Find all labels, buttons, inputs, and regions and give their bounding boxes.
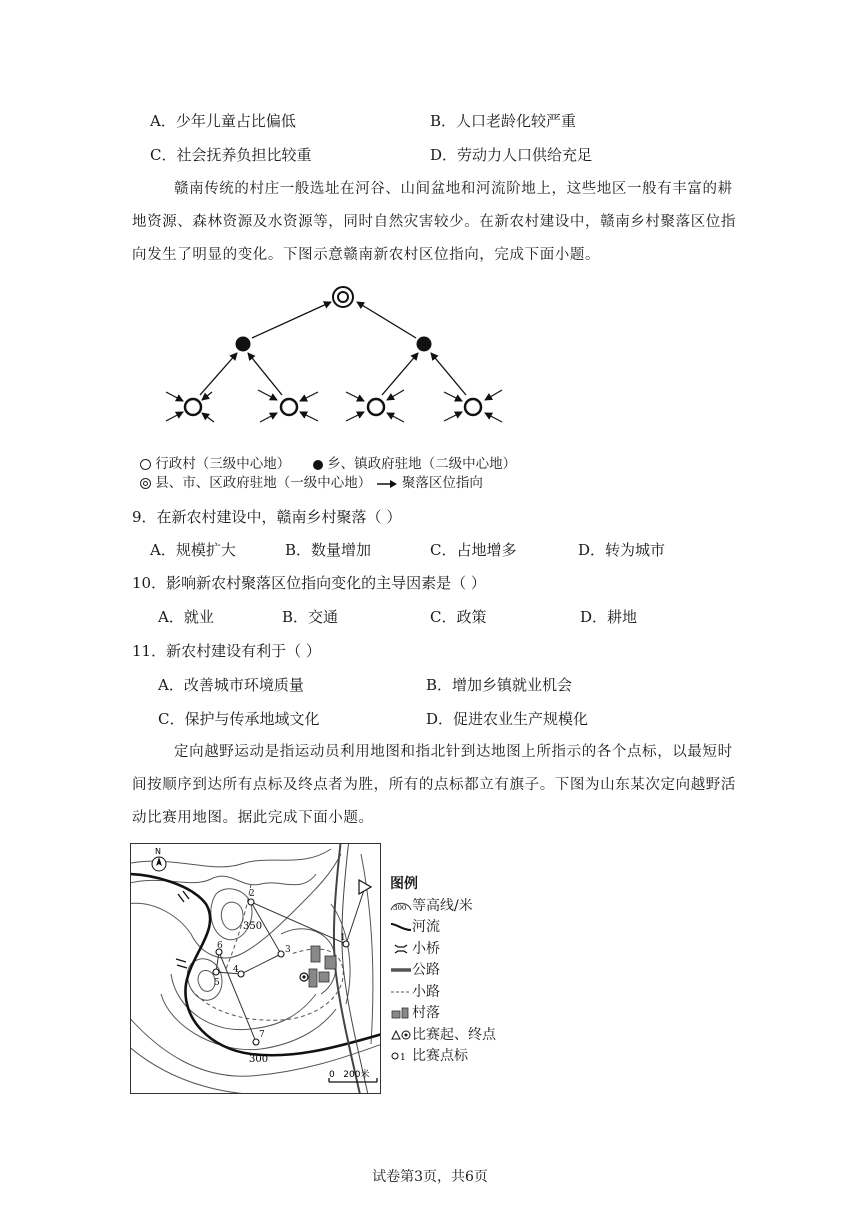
- q10-stem: 10．影响新农村聚落区位指向变化的主导因素是（ ）: [132, 574, 486, 592]
- road-icon: [390, 963, 412, 977]
- diagram-legend-row-1: [140, 452, 516, 472]
- checkpoint-label: 3: [285, 945, 291, 955]
- start-finish-icon: [390, 1028, 412, 1042]
- q10-option-d: D．耕地: [580, 608, 638, 626]
- north-label: N: [155, 847, 161, 856]
- q8-option-d: D．劳动力人口供给充足: [430, 146, 593, 164]
- contour-label-300: 300: [249, 1054, 269, 1065]
- passage-orienteering: [132, 736, 736, 835]
- passage-line: 向发生了明显的变化。下图示意赣南新农村区位指向，完成下面小题。: [132, 247, 601, 263]
- q10-option-c: C．政策: [430, 608, 487, 626]
- diagram-legend-row-2: [140, 471, 483, 491]
- trail-icon: [390, 985, 412, 999]
- q9-option-a: A．规模扩大: [150, 541, 236, 559]
- legend-trail: [390, 982, 496, 1004]
- legend-text: 小桥: [412, 940, 440, 957]
- legend-river: [390, 917, 496, 939]
- passage-line: 定向越野运动是指运动员利用地图和指北针到达地图上所指示的各个点标，以最短时: [174, 744, 733, 760]
- passage-line: 赣南传统的村庄一般选址在河谷、山间盆地和河流阶地上，这些地区一般有丰富的耕: [174, 181, 733, 197]
- checkpoint-label: 2: [249, 889, 255, 899]
- map-legend: [390, 874, 496, 1068]
- legend-county: 县、市、区政府驻地（一级中心地）: [155, 475, 372, 491]
- bridge-icon: [390, 942, 412, 956]
- orienteering-map: [130, 843, 381, 1094]
- q11-option-b: B．增加乡镇就业机会: [426, 676, 573, 694]
- legend-text: 比赛点标: [412, 1048, 468, 1064]
- legend-text: 村落: [412, 1005, 440, 1021]
- q9-option-b: B．数量增加: [285, 541, 372, 559]
- central-place-diagram: [0, 0, 860, 460]
- checkpoint-label: 5: [214, 978, 220, 988]
- legend-text: 比赛起、终点: [412, 1026, 496, 1043]
- page-footer: 试卷第3页，共6页: [372, 1169, 488, 1185]
- checkpoint-icon: [390, 1049, 412, 1063]
- checkpoint-label: 4: [233, 965, 239, 975]
- legend-road: [390, 960, 496, 982]
- river-icon: [390, 920, 412, 934]
- passage-line: 间按顺序到达所有点标及终点者为胜，所有的点标都立有旗子。下图为山东某次定向越野活: [132, 777, 736, 793]
- contour-line-icon: [390, 899, 412, 913]
- legend-text: 等高线/米: [412, 897, 473, 914]
- scale-label: 0 200米: [329, 1070, 370, 1080]
- contour-label-350: 350: [243, 921, 263, 932]
- q9-option-d: D．转为城市: [578, 541, 666, 559]
- legend-contour: [390, 896, 496, 918]
- legend-village: [390, 1003, 496, 1025]
- village-symbol-icon: [140, 459, 151, 470]
- contour-map: [131, 844, 381, 1094]
- legend-text: 河流: [412, 919, 440, 935]
- q11-option-c: C．保护与传承地域文化: [158, 710, 320, 728]
- township-symbol-icon: [313, 460, 323, 470]
- q10-option-b: B．交通: [282, 608, 339, 626]
- contour-sample-label: 300: [393, 903, 407, 912]
- legend-checkpoint: [390, 1046, 496, 1068]
- legend-direction: 聚落区位指向: [401, 475, 483, 491]
- village-icon: [390, 1006, 412, 1020]
- q11-option-a: A．改善城市环境质量: [158, 676, 304, 694]
- passage-line: 动比赛用地图。据此完成下面小题。: [132, 810, 374, 826]
- q8-option-c: C．社会抚养负担比较重: [150, 146, 312, 164]
- legend-text: 小路: [412, 983, 440, 1000]
- map-legend-title: 图例: [390, 876, 418, 892]
- q10-option-a: A．就业: [158, 608, 214, 626]
- q11-stem: 11．新农村建设有利于（ ）: [132, 642, 321, 660]
- arrow-symbol-icon: [376, 479, 398, 489]
- checkpoint-sample-label: 1: [400, 1053, 406, 1063]
- q9-stem: 9．在新农村建设中，赣南乡村聚落（ ）: [132, 508, 402, 526]
- legend-township: 乡、镇政府驻地（二级中心地）: [327, 456, 517, 472]
- q9-option-c: C．占地增多: [430, 541, 517, 559]
- legend-text: 公路: [412, 962, 440, 978]
- q11-option-d: D．促进农业生产规模化: [426, 710, 589, 728]
- checkpoint-label: 1: [340, 933, 346, 943]
- checkpoint-label: 7: [259, 1030, 265, 1040]
- legend-village: 行政村（三级中心地）: [155, 456, 291, 472]
- legend-bridge: [390, 939, 496, 961]
- checkpoint-label: 6: [217, 941, 223, 951]
- passage-line: 地资源、森林资源及水资源等，同时自然灾害较少。在新农村建设中，赣南乡村聚落区位指: [132, 214, 736, 230]
- q8-option-b: B．人口老龄化较严重: [430, 112, 577, 130]
- county-symbol-icon: [140, 478, 151, 489]
- q8-option-a: A．少年儿童占比偏低: [150, 112, 296, 130]
- legend-start-finish: [390, 1025, 496, 1047]
